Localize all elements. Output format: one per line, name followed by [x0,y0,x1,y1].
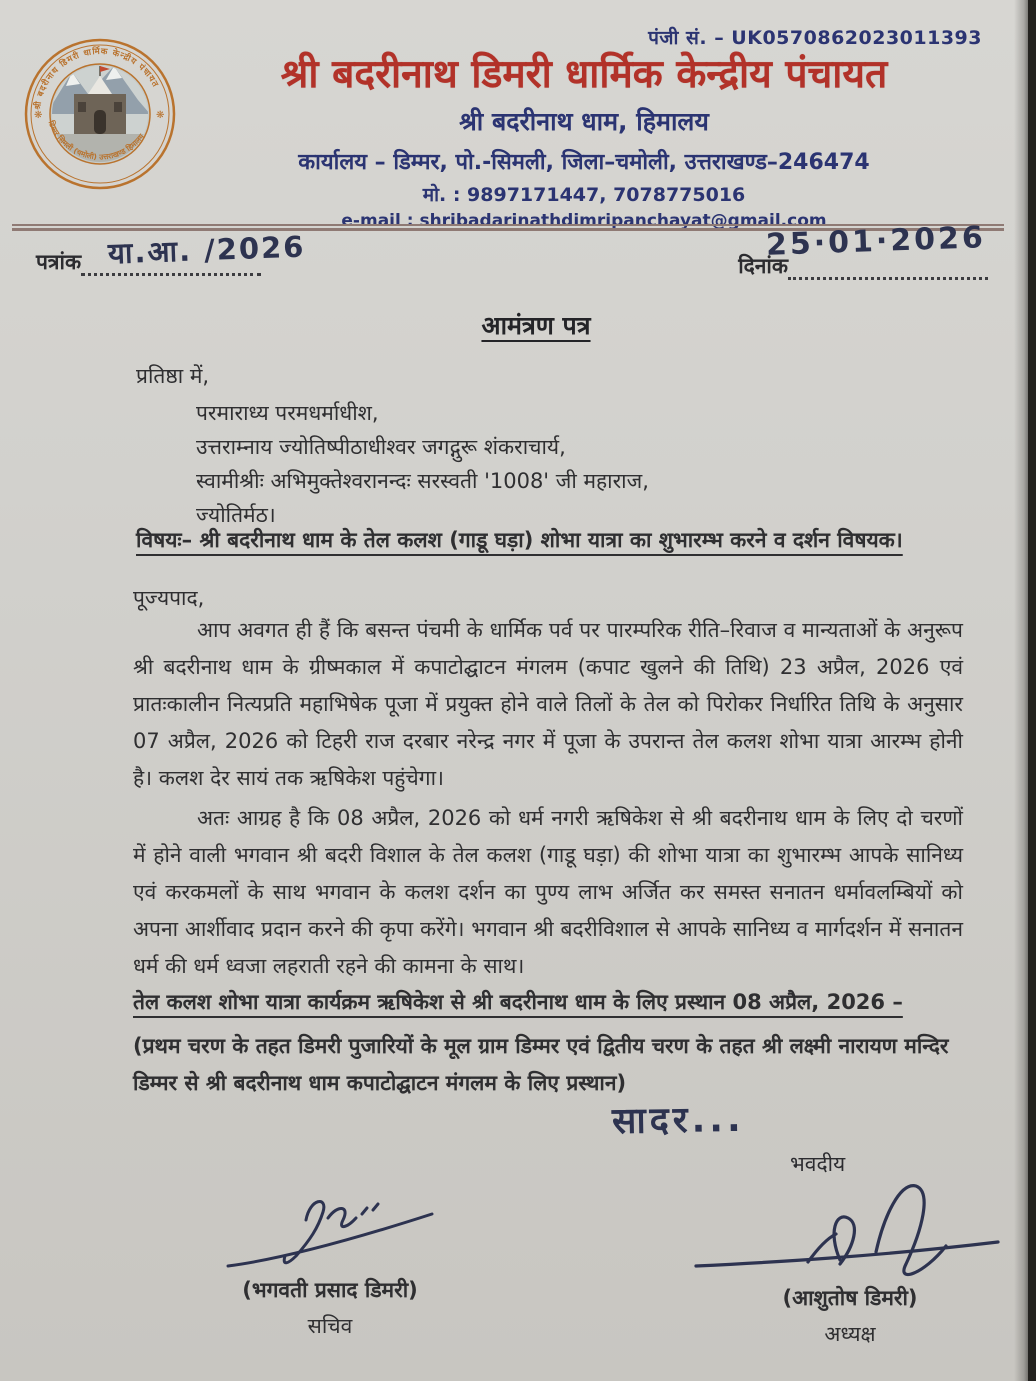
letter-number-label: पत्रांक [36,250,82,274]
seal-icon [22,28,178,196]
panchayat-seal-logo [22,28,178,196]
registration-number: पंजी सं. – UK0570862023011393 [648,27,982,49]
letter-title: आमंत्रण पत्र [481,311,591,340]
body-paragraph-1: आप अवगत ही हैं कि बसन्त पंचमी के धार्मिक पर्व पर पारम्परिक रीति–रिवाज व मान्यताओं के अनुरूप श्री बदरीनाथ धाम के ग्रीष्मकाल में कपाटोद्घाटन मंगलम (कपाट खुलने की तिथि) 23 अप्रैल, 2026 एवं प्रातःकालीन नित्यप्रति महाभिषेक पूजा में प्रयुक्त होने वाले तिलों के तेल को पिरोकर निर्धारित तिथि के अनुसार 07 अप्रैल, 2026 को टिहरी राज दरबार नरेन्द्र नगर में पूजा के उपरान्त तेल कलश शोभा यात्रा आरम्भ होनी है। कलश देर सायं तक ऋषिकेश पहुंचेगा। [133,618,963,790]
letter-date-handwritten: 25·01·2026 [765,220,987,263]
program-heading: तेल कलश शोभा यात्रा कार्यक्रम ऋषिकेश से श्री बदरीनाथ धाम के लिए प्रस्थान 08 अप्रैल, 2026 – [133,990,903,1014]
president-name: (आशुतोष डिमरी) [782,1286,918,1310]
signature-block-secretary [190,1190,470,1340]
secretary-signature-icon [220,1190,440,1274]
office-address: कार्यालय – डिम्मर, पो.-सिमली, जिला–चमोली, उत्तराखण्ड–246474 [298,150,870,175]
seal-ring-text-top: श्री बदरीनाथ डिमरी धार्मिक केन्द्रीय पंचायत [33,46,161,111]
subject-line: विषयः– श्री बदरीनाथ धाम के तेल कलश (गाडू घड़ा) शोभा यात्रा का शुभारम्भ करने व दर्शन विषयक। [136,528,903,552]
body-paragraph-2: अतः आग्रह है कि 08 अप्रैल, 2026 को धर्म नगरी ऋषिकेश से श्री बदरीनाथ धाम के लिए दो चरणों में होने वाली भगवान श्री बदरी विशाल के तेल कलश (गाडू घड़ा) की शोभा यात्रा का शुभारम्भ आपके सानिध्य एवं करकमलों के साथ भगवान के कलश दर्शन का पुण्य लाभ अर्जित कर समस्त सनातन धर्मावलम्बियों को अपना आर्शीवाद प्रदान करने की कृपा करेंगे। भगवान श्री बदरीविशाल से आपके सानिध्य व मार्गदर्शन में सनातन धर्म की धर्म ध्वजा लहराती रहने की कामना के साथ। [133,806,963,978]
recipient-salutation: प्रतिष्ठा में, [136,364,210,388]
program-note: (प्रथम चरण के तहत डिमरी पुजारियों के मूल ग्राम डिम्मर एवं द्वितीय चरण के तहत श्री लक्ष्मी नारायण मन्दिर डिम्मर से श्री बदरीनाथ धाम कपाटोद्घाटन मंगलम के लिए प्रस्थान) [133,1034,949,1095]
recipient-line: परमाराध्य परमधर्माधीश, [196,401,379,425]
closing-handwritten: सादर... [611,1098,745,1143]
recipient-line: ज्योतिर्मठ। [196,503,276,527]
letterhead [170,52,998,231]
recipient-line: उत्तराम्नाय ज्योतिष्पीठाधीश्वर जगद्गुरू शंकराचार्य, [196,435,566,459]
letter-date-label: दिनांक [738,254,788,278]
valediction: भवदीय [790,1152,846,1176]
body-opening: पूज्यपाद, [133,586,205,610]
seal-mark-right: ❋ [156,110,165,121]
signature-block-president [690,1150,1010,1348]
org-title: श्री बदरीनाथ डिमरी धार्मिक केन्द्रीय पंचायत [280,52,888,97]
seal-ring-text-bottom: डिम्मर सिमली (चमोली) उत्तराखण्ड हिमालय [46,119,146,162]
secretary-name: (भगवती प्रसाद डिमरी) [242,1278,418,1302]
secretary-designation: सचिव [307,1314,353,1338]
recipient-line: स्वामीश्रीः अभिमुक्तेश्वरानन्दः सरस्वती '1008' जी महाराज, [196,469,649,493]
letter-number-handwritten: या.आ. /2026 [107,229,306,271]
photo-edge-shadow [1014,0,1036,1381]
phone-numbers: मो. : 9897171447, 7078775016 [422,184,746,206]
email-address: e-mail : shribadarinathdimripanchayat@gmail.com [341,211,827,231]
president-designation: अध्यक्ष [824,1322,876,1346]
recipient-block [196,396,649,532]
president-signature-icon [690,1178,1010,1282]
org-subtitle: श्री बदरीनाथ धाम, हिमालय [459,107,709,136]
seal-mark-left: ❋ [34,110,43,121]
